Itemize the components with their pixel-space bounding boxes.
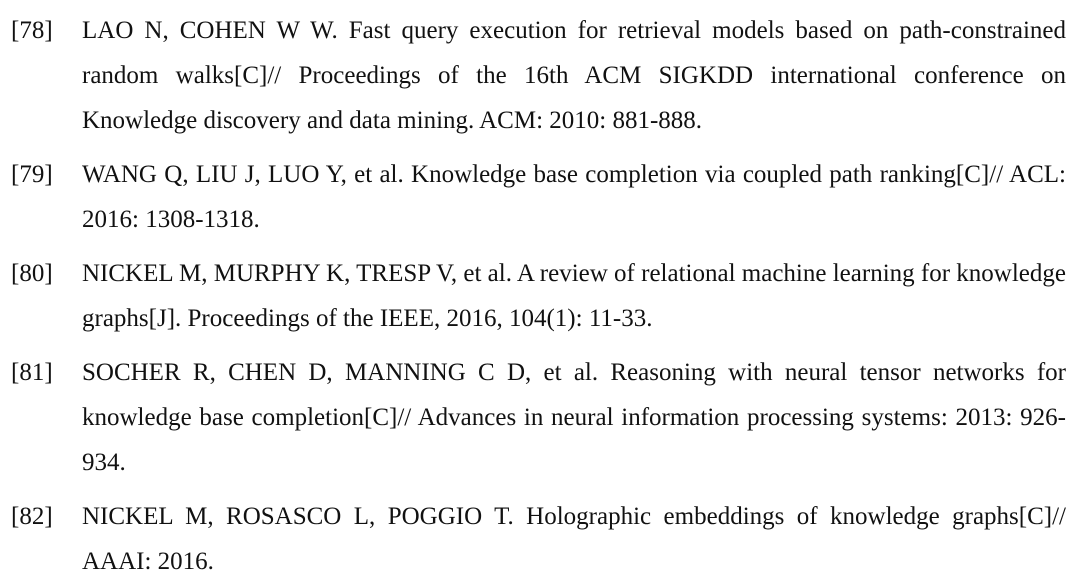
reference-text: NICKEL M, ROSASCO L, POGGIO T. Holographic embeddings of knowledge graphs[C]// AAAI: 2016.: [82, 503, 1066, 575]
reference-number: [79]: [11, 161, 53, 188]
reference-number: [78]: [11, 17, 53, 44]
reference-number: [81]: [11, 359, 53, 386]
reference-number: [80]: [11, 260, 53, 287]
reference-text: NICKEL M, MURPHY K, TRESP V, et al. A review of relational machine learning for knowledge graphs[J]. Proceedings of the IEEE, 2016, 104(1): 11-33.: [82, 260, 1066, 332]
reference-text: WANG Q, LIU J, LUO Y, et al. Knowledge base completion via coupled path ranking[C]// ACL: 2016: 1308-1318.: [82, 161, 1066, 233]
reference-number: [82]: [11, 503, 53, 530]
reference-text: SOCHER R, CHEN D, MANNING C D, et al. Reasoning with neural tensor networks for knowledge base completion[C]// Advances in neural information processing systems: 2013: 926-934.: [82, 359, 1066, 476]
reference-text: LAO N, COHEN W W. Fast query execution for retrieval models based on path-constrained random walks[C]// Proceedings of the 16th ACM SIGKDD international conference on Knowledge discovery and data mining. ACM: 2010: 881-888.: [82, 17, 1066, 134]
